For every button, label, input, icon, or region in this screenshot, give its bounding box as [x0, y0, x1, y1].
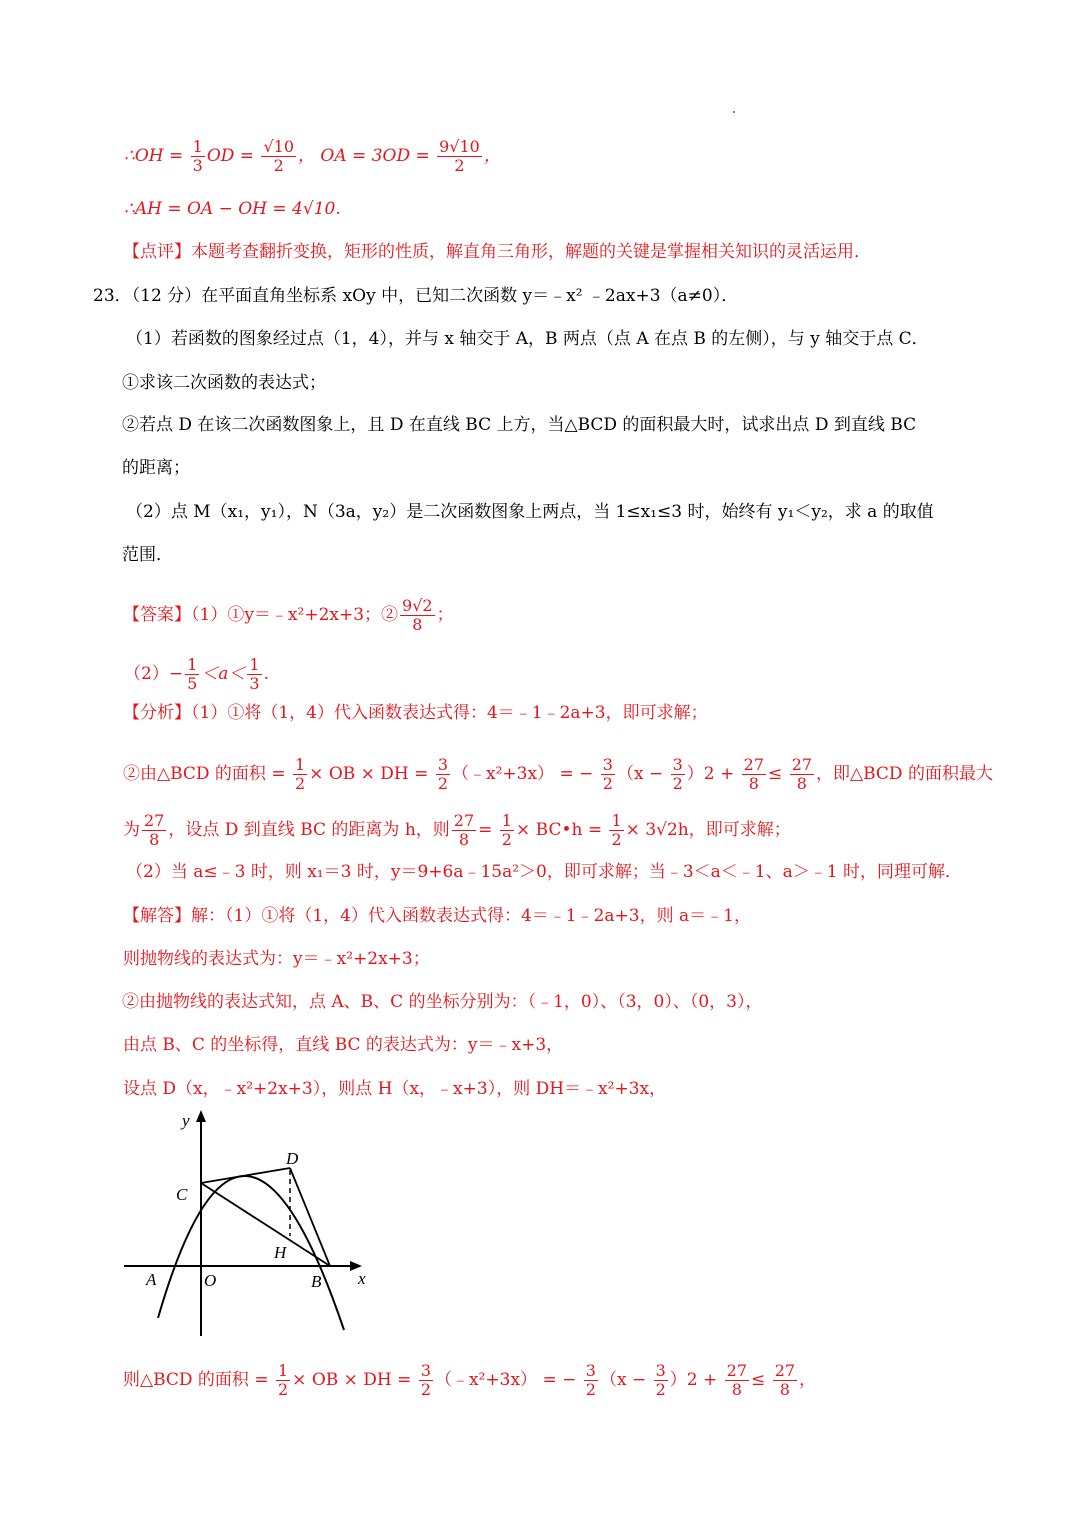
analysis-line3: 为 $\frac{27}{8}$ ，设点 D 到直线 BC 的距离为 h，则 $\frac{27}{8}$ = $\frac{1}{2}$ × BC•h = $\frac{1}{2}$ × 3√2h，即可求解；	[123, 811, 791, 849]
segment-cb	[201, 1183, 330, 1266]
answer-line2: （2）− $\frac{1}{5}$ ＜a＜ $\frac{1}{3}$ .	[124, 655, 269, 693]
analysis-line2: ②由△BCD 的面积 = $\frac{1}{2}$ × OB × DH = $\frac{3}{2}$ （﹣x²+3x） = − $\frac{3}{2}$ （x − $\frac{3}{2}$ ）2 + $\frac{27}{8}$ ≤ $\frac{27}{8}$ ，即△BCD 的面积最大	[123, 755, 993, 793]
solution-line1: 【解答】解：（1）①将（1，4）代入函数表达式得：4＝﹣1﹣2a+3，则 a＝﹣1，	[123, 906, 751, 926]
label-d: D	[286, 1149, 299, 1168]
q23-part1: （1）若函数的图象经过点（1，4），并与 x 轴交于 A，B 两点（点 A 在点 B 的左侧），与 y 轴交于点 C．	[126, 329, 929, 349]
segment-cd	[201, 1168, 290, 1183]
comment: 【点评】本题考查翻折变换，矩形的性质，解直角三角形，解题的关键是掌握相关知识的灵活运用．	[123, 242, 871, 262]
analysis-line4: （2）当 a≤﹣3 时，则 x₁＝3 时，y＝9+6a﹣15a²＞0，即可求解；当﹣3＜a＜﹣1、a＞﹣1 时，同理可解．	[126, 862, 962, 882]
q23-part2-cont: 范围．	[122, 545, 173, 565]
speck-dot	[733, 111, 735, 113]
label-y: y	[182, 1111, 190, 1130]
label-a: A	[146, 1270, 157, 1289]
oh-oa-line: ∴OH = $\frac{1}{3}$ OD = $\frac{√10}{2}$ ， OA = 3OD = $\frac{9√10}{2}$ ，	[124, 137, 501, 175]
solution-line4: 由点 B、C 的坐标得，直线 BC 的表达式为：y＝﹣x+3，	[123, 1035, 564, 1055]
label-b: B	[311, 1272, 322, 1291]
parabola-figure	[118, 1108, 380, 1340]
y-axis-arrow	[196, 1110, 206, 1122]
answer-line1: 【答案】（1）①y＝﹣x²+2x+3；② $\frac{9√2}{8}$ ；	[123, 596, 454, 634]
ah-line: ∴AH = OA − OH = 4√10.	[124, 199, 341, 219]
solution-line3: ②由抛物线的表达式知，点 A、B、C 的坐标分别为：（﹣1，0）、（3，0）、（0，3），	[122, 992, 763, 1012]
label-c: C	[176, 1185, 188, 1204]
label-o: O	[204, 1271, 217, 1290]
q23-part1a: ①求该二次函数的表达式；	[122, 373, 326, 393]
q23-part2: （2）点 M（x₁，y₁），N（3a，y₂）是二次函数图象上两点，当 1≤x₁≤3 时，始终有 y₁＜y₂，求 a 的取值	[126, 502, 934, 522]
label-x: x	[358, 1269, 366, 1288]
segment-db	[290, 1168, 330, 1266]
solution-line5: 设点 D（x，﹣x²+2x+3），则点 H（x，﹣x+3），则 DH＝﹣x²+3x，	[123, 1079, 667, 1099]
q23-part1b-cont: 的距离；	[122, 458, 190, 478]
q23-stem: 23．（12 分）在平面直角坐标系 xOy 中，已知二次函数 y＝﹣x² ﹣2ax+3（a≠0）．	[93, 286, 739, 306]
solution-line6: 则△BCD 的面积 = $\frac{1}{2}$ × OB × DH = $\frac{3}{2}$ （﹣x²+3x） = − $\frac{3}{2}$ （x − $\frac{3}{2}$ ）2 + $\frac{27}{8}$ ≤ $\frac{27}{8}$ ，	[123, 1361, 817, 1399]
label-h: H	[274, 1243, 287, 1262]
solution-line2: 则抛物线的表达式为：y＝﹣x²+2x+3；	[123, 949, 430, 969]
q23-part1b: ②若点 D 在该二次函数图象上，且 D 在直线 BC 上方，当△BCD 的面积最大时，试求出点 D 到直线 BC	[122, 415, 917, 435]
analysis-line1: 【分析】（1）①将（1，4）代入函数表达式得：4＝﹣1﹣2a+3，即可求解；	[123, 703, 708, 723]
